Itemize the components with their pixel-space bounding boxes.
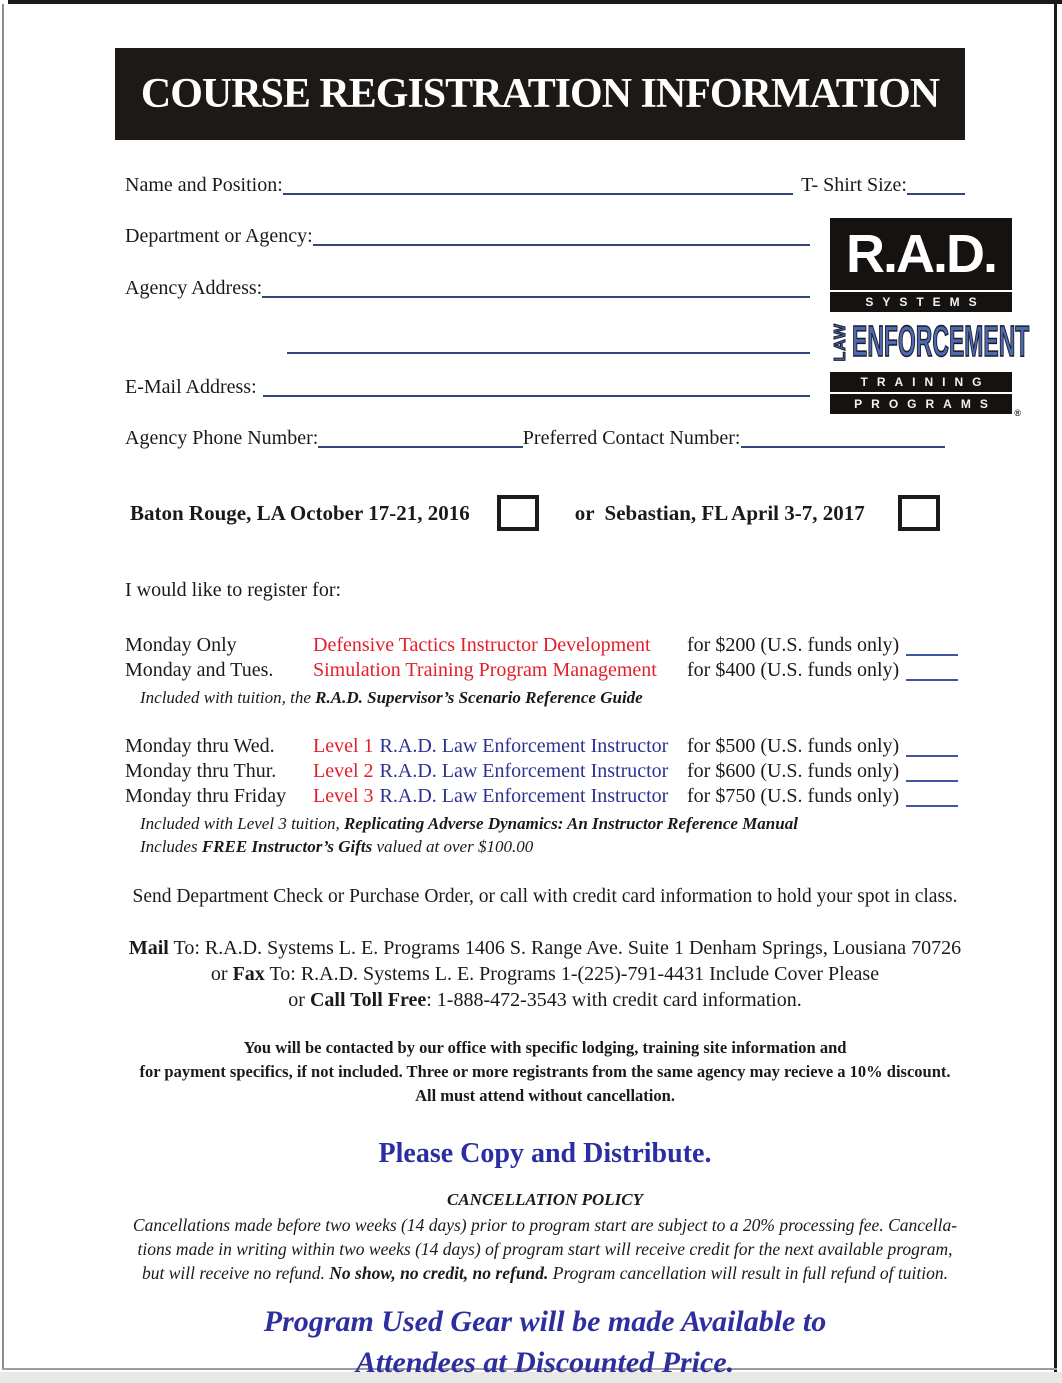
level3-note-prefix: Included with Level 3 tuition,	[140, 814, 344, 833]
course-group-2	[125, 734, 965, 858]
mail-bold: Mail	[128, 937, 169, 959]
course-group-1	[125, 633, 965, 709]
preferred-contact-input-line[interactable]	[741, 432, 946, 448]
email-label: E-Mail Address:	[125, 376, 257, 398]
course-name: Defensive Tactics Instructor Development	[313, 634, 651, 656]
page-title: COURSE REGISTRATION INFORMATION	[140, 71, 940, 117]
agency-address-row	[125, 277, 810, 300]
cancellation-line1: Cancellations made before two weeks (14 days) prior to program start are subject to a 20% processing fee. Cancella-	[132, 1215, 958, 1235]
course-days: Monday Only	[125, 634, 237, 656]
gifts-note-title: FREE Instructor’s Gifts	[201, 837, 373, 856]
logo-law-text: LAW	[832, 322, 849, 362]
course-name: Simulation Training Program Management	[313, 659, 657, 681]
cancellation-line3-bold: No show, no credit, no refund.	[329, 1263, 549, 1283]
email-row	[125, 376, 810, 399]
agency-address-input-line[interactable]	[262, 282, 810, 298]
payment-hold-line: Send Department Check or Purchase Order, or call with credit card information to hold your spot in class.	[132, 886, 958, 907]
course-quantity-blank[interactable]	[906, 667, 958, 681]
register-intro: I would like to register for:	[125, 579, 342, 601]
registered-trademark-icon: ®	[1014, 408, 1021, 418]
fax-line	[125, 961, 965, 987]
course-price: for $750 (U.S. funds only)	[687, 785, 900, 807]
page-edge-top	[8, 0, 1062, 4]
contact-notice-line1: You will be contacted by our office with specific lodging, training site information and	[243, 1038, 847, 1057]
tuition-note-title: R.A.D. Supervisor’s Scenario Reference Guide	[315, 688, 643, 707]
logo-training-text: TRAINING	[860, 375, 991, 389]
agency-address-label: Agency Address:	[125, 277, 263, 299]
call-line	[125, 987, 965, 1013]
course-name-text: R.A.D. Law Enforcement Instructor	[379, 735, 669, 757]
copy-distribute-headline: Please Copy and Distribute.	[378, 1138, 712, 1169]
call-prefix: or	[288, 989, 310, 1011]
course-quantity-blank[interactable]	[906, 743, 958, 757]
contact-notice-line3: All must attend without cancellation.	[415, 1086, 675, 1105]
session-selection-row	[130, 495, 965, 531]
form-content	[125, 162, 965, 1383]
fax-bold: Fax	[232, 963, 265, 985]
used-gear-line1: Program Used Gear will be made Available to	[263, 1305, 827, 1338]
session-option2-label: Sebastian, FL April 3-7, 2017	[604, 500, 865, 525]
agency-address-input-line-2[interactable]	[287, 338, 810, 354]
agency-address-row-2	[125, 338, 810, 356]
session-conjunction: or	[574, 500, 595, 525]
course-days: Monday thru Friday	[125, 785, 287, 807]
level3-note	[140, 812, 965, 835]
logo-programs-text: PROGRAMS	[854, 397, 997, 411]
fax-prefix: or	[210, 963, 233, 985]
gifts-note-suffix: valued at over $100.00	[372, 837, 534, 856]
fax-rest: To: R.A.D. Systems L. E. Programs 1-(225)-791-4431 Include Cover Please	[264, 963, 880, 985]
department-label: Department or Agency:	[125, 225, 313, 247]
course-quantity-blank[interactable]	[906, 768, 958, 782]
cancellation-line3-suffix: Program cancellation will result in full refund of tuition.	[548, 1263, 948, 1283]
title-banner	[115, 48, 965, 140]
course-days: Monday and Tues.	[125, 659, 274, 681]
course-quantity-blank[interactable]	[906, 793, 958, 807]
course-price: for $200 (U.S. funds only)	[687, 634, 900, 656]
course-days: Monday thru Wed.	[125, 735, 275, 757]
course-price: for $600 (U.S. funds only)	[687, 760, 900, 782]
name-position-input-line[interactable]	[283, 179, 793, 195]
course-row	[125, 734, 965, 759]
course-name-text: R.A.D. Law Enforcement Instructor	[379, 760, 669, 782]
course-row	[125, 784, 965, 809]
tshirt-size-input-line[interactable]	[907, 179, 965, 195]
gifts-note-prefix: Includes	[140, 837, 202, 856]
name-position-label: Name and Position:	[125, 174, 283, 196]
course-days: Monday thru Thur.	[125, 760, 277, 782]
used-gear-line2: Attendees at Discounted Price.	[355, 1346, 735, 1379]
cancellation-body	[125, 1213, 965, 1285]
course-level: Level 2	[313, 760, 374, 782]
course-name-text: R.A.D. Law Enforcement Instructor	[379, 785, 669, 807]
call-rest: : 1-888-472-3543 with credit card information.	[426, 989, 802, 1011]
level3-note-title: Replicating Adverse Dynamics: An Instructor Reference Manual	[343, 814, 798, 833]
baton-rouge-checkbox[interactable]	[497, 495, 539, 531]
course-level: Level 3	[313, 785, 374, 807]
phone-row	[125, 427, 945, 450]
cancellation-line2: tions made in writing within two weeks (14 days) of program start will receive credit for the next available program,	[137, 1239, 953, 1259]
sebastian-checkbox[interactable]	[898, 495, 940, 531]
course-name	[313, 784, 687, 809]
page-edge-left	[2, 4, 4, 1370]
gifts-note	[140, 835, 965, 858]
course-name	[313, 759, 687, 784]
mail-rest: To: R.A.D. Systems L. E. Programs 1406 S. Range Ave. Suite 1 Denham Springs, Lousiana 70726	[168, 937, 962, 959]
email-input-line[interactable]	[263, 381, 810, 397]
course-row	[125, 633, 965, 658]
mail-fax-call-block	[125, 935, 965, 1013]
department-row	[125, 225, 810, 248]
course-name	[313, 734, 687, 759]
tuition-note	[140, 686, 965, 709]
tshirt-size-label: T- Shirt Size:	[801, 174, 907, 196]
mail-line	[125, 935, 965, 961]
course-price: for $500 (U.S. funds only)	[687, 735, 900, 757]
page-edge-right	[1054, 0, 1057, 1372]
course-row	[125, 658, 965, 683]
course-level: Level 1	[313, 735, 374, 757]
logo-enforcement-text: ENFORCEMENT	[852, 317, 1030, 366]
contact-notice	[125, 1036, 965, 1108]
course-row	[125, 759, 965, 784]
agency-phone-label: Agency Phone Number:	[125, 427, 319, 449]
cancellation-title: CANCELLATION POLICY	[447, 1190, 643, 1209]
cancellation-line3	[125, 1261, 965, 1285]
course-quantity-blank[interactable]	[906, 642, 958, 656]
call-bold: Call Toll Free	[309, 989, 427, 1011]
department-input-line[interactable]	[313, 230, 810, 246]
course-price: for $400 (U.S. funds only)	[687, 659, 900, 681]
contact-notice-line2: for payment specifics, if not included. Three or more registrants from the same agency may recieve a 10% discount.	[139, 1062, 951, 1081]
tuition-note-prefix: Included with tuition, the	[140, 688, 316, 707]
name-position-row	[125, 174, 965, 197]
agency-phone-input-line[interactable]	[318, 432, 523, 448]
cancellation-line3-prefix: but will receive no refund.	[142, 1263, 330, 1283]
preferred-contact-label: Preferred Contact Number:	[522, 427, 741, 449]
logo-systems-text: SYSTEMS	[865, 295, 986, 309]
logo-rad-text: R.A.D.	[846, 224, 996, 284]
used-gear-headline	[125, 1301, 965, 1383]
session-option1-label: Baton Rouge, LA October 17-21, 2016	[130, 500, 470, 525]
